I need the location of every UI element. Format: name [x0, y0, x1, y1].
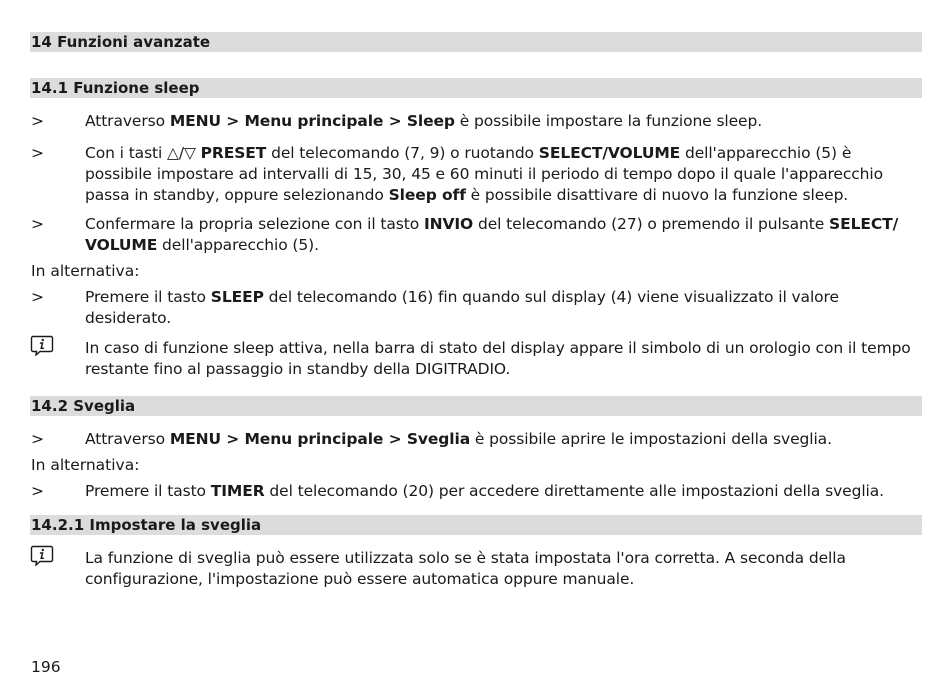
info-icon [30, 545, 54, 565]
bullet-marker: > [31, 112, 44, 130]
alternative-label: In alternativa: [31, 456, 140, 474]
alarm-step-2: Premere il tasto TIMER del telecomando (20) per accedere direttamente alle impostazioni della sveglia. [85, 482, 884, 500]
subsection-heading-alarm-setup: 14.2.1 Impostare la sveglia [30, 515, 922, 535]
bullet-marker: > [31, 430, 44, 448]
subsection-heading-sleep: 14.1 Funzione sleep [30, 78, 922, 98]
sleep-step-2: Con i tasti △/▽ PRESET del telecomando (7, 9) o ruotando SELECT/VOLUME dell'apparecchio (5) è possibile impostare ad intervalli di 15, 30, 45 e 60 minuti il periodo di tempo dopo il quale l'apparecchio passa in standby, oppure selezionando Sleep off è possibile disattivare di nuovo la funzione sleep. [85, 144, 883, 204]
bullet-marker: > [31, 288, 44, 306]
bullet-marker: > [31, 144, 44, 162]
alternative-label: In alternativa: [31, 262, 140, 280]
info-icon [30, 335, 54, 355]
bullet-marker: > [31, 215, 44, 233]
subsection-heading-alarm: 14.2 Sveglia [30, 396, 922, 416]
alarm-setup-info-note: La funzione di sveglia può essere utilizzata solo se è stata impostata l'ora corretta. A seconda della configurazione, l'impostazione può essere automatica oppure manuale. [85, 549, 846, 588]
sleep-step-4: Premere il tasto SLEEP del telecomando (16) fin quando sul display (4) viene visualizzato il valore desiderato. [85, 288, 839, 327]
page-number: 196 [31, 658, 61, 676]
sleep-info-note: In caso di funzione sleep attiva, nella barra di stato del display appare il simbolo di un orologio con il tempo restante fino al passaggio in standby della DIGITRADIO. [85, 339, 911, 378]
alarm-step-1: Attraverso MENU > Menu principale > Sveglia è possibile aprire le impostazioni della sveglia. [85, 430, 832, 448]
sleep-step-1: Attraverso MENU > Menu principale > Sleep è possibile impostare la funzione sleep. [85, 112, 763, 130]
bullet-marker: > [31, 482, 44, 500]
sleep-step-3: Confermare la propria selezione con il tasto INVIO del telecomando (27) o premendo il pulsante SELECT/ VOLUME dell'apparecchio (5). [85, 215, 899, 254]
section-heading: 14 Funzioni avanzate [30, 32, 922, 52]
